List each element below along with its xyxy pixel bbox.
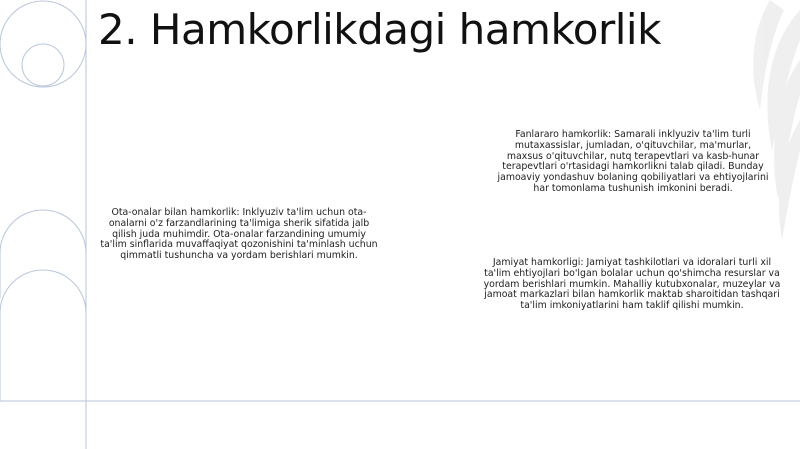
middle-arch (0, 210, 86, 298)
parent-collaboration-text: Ota-onalar bilan hamkorlik: Inklyuziv ta'lim uchun ota-onalarni o'z farzandlarining ta'limiga sherik sifatida jalb qilish juda muhimdir. Ota-onalar farzandining umumiy ta'lim sinflarida muvaffaqiyat qozonishini ta'minlash uchun qimmatli tushuncha va yordam berishlari mumkin. (100, 207, 378, 262)
slide-title: 2. Hamkorlikdagi hamkorlik (98, 5, 661, 54)
interdisciplinary-collaboration-text: Fanlararo hamkorlik: Samarali inklyuziv ta'lim turli mutaxassislar, jumladan, o'qituvchilar, ma'murlar, maxsus o'qituvchilar, nutq terapevtlari va kasb-hunar terapevtlari o'rtasidagi hamkorlikni talab qiladi. Bunday jamoaviy yondashuv bolaning qobiliyatlari va ehtiyojlarini har tomonlama tushunish imkonini beradi. (497, 129, 769, 194)
top-small-circle (22, 44, 64, 86)
community-collaboration-text: Jamiyat hamkorligi: Jamiyat tashkilotlari va idoralari turli xil ta'lim ehtiyojlari bo'lgan bolalar uchun qo'shimcha resurslar va yordam berishlari mumkin. Mahalliy kutubxonalar, muzeylar va jamoat markazlari bilan hamkorlik maktab sharoitidan tashqari ta'lim imkoniyatlarini ham taklif qilishi mumkin. (483, 257, 781, 312)
bottom-arch (0, 270, 86, 401)
